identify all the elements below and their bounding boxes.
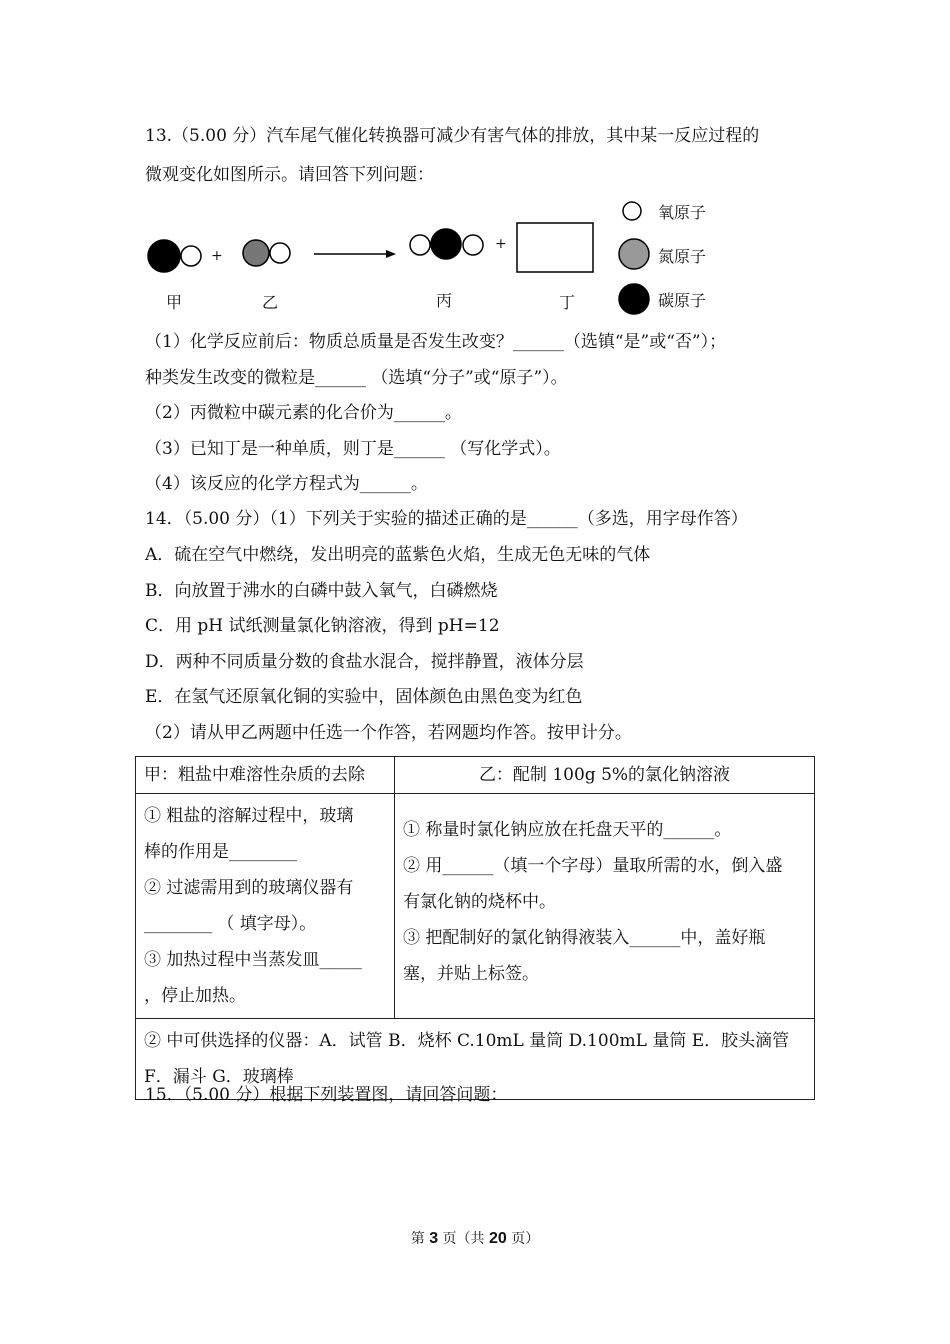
left-line-4: ________ （ 填字母）。 [144,914,317,934]
footer-line-2: F．漏斗 G．玻璃棒 [144,1067,294,1087]
table-body-row [136,794,815,1019]
left-line-6: ，停止加热。 [144,986,246,1006]
footer-page-number: 3 [429,1230,439,1247]
q14-option-d: D．两种不同质量分数的食盐水混合，搅拌静置，液体分层 [145,652,584,672]
right-line-1: ① 称量时氯化钠应放在托盘天平的______。 [403,820,732,840]
table-header-row [136,757,815,794]
jia-oxygen-atom [181,246,201,266]
plus-sign-1: + [211,248,223,264]
q13-sub1a: （1）化学反应前后：物质总质量是否发生改变？______（选镇“是”或“否”）； [145,332,727,352]
left-line-2: 棒的作用是________ [144,842,297,862]
footer-suffix: 页） [511,1231,540,1247]
right-line-2: ② 用______（填一个字母）量取所需的水，倒入盛 [403,856,783,876]
ding-box [517,223,593,272]
q13-sub1b: 种类发生改变的微粒是______ （选填“分子”或“原子”）。 [145,368,568,388]
page-footer [0,1228,950,1248]
label-jia: 甲 [166,293,183,312]
footer-mid: 页（共 [442,1231,485,1247]
q14-option-e: E．在氢气还原氧化铜的实验中，固体颜色由黑色变为红色 [145,687,583,707]
yi-nitrogen-atom [243,240,269,266]
jia-carbon-atom [148,240,180,272]
right-line-5: 塞，并贴上标签。 [403,964,539,984]
q13-line2: 微观变化如图所示。请回答下列问题： [145,165,434,185]
legend-oxygen-icon [623,202,641,220]
footer-total-pages: 20 [489,1230,507,1247]
q14-option-a: A．硫在空气中燃绕，发出明亮的蓝紫色火焰，生成无色无味的气体 [145,545,651,565]
table-head-left: 甲：粗盐中难溶性杂质的去除 [136,757,395,794]
q13-sub3: （3）已知丁是一种单质，则丁是______ （写化学式）。 [145,439,561,459]
q14-option-c: C．用 pH 试纸测量氯化钠溶液，得到 pH=12 [145,616,500,636]
left-line-1: ① 粗盐的溶解过程中，玻璃 [144,806,354,826]
left-line-5: ③ 加热过程中当蒸发皿_____ [144,950,362,970]
legend-carbon-label: 碳原子 [658,291,707,310]
bing-carbon-atom [431,229,461,259]
q13-line1: 13.（5.00 分）汽车尾气催化转换器可减少有害气体的排放，其中某一反应过程的 [145,126,760,146]
label-yi: 乙 [262,293,279,312]
reaction-diagram [140,196,740,318]
table-left-cell [136,794,395,1019]
reaction-arrow-head [386,250,396,258]
q14-line1: 14．（5.00 分）（1）下列关于实验的描述正确的是______（多选，用字母作答） [145,509,748,529]
label-ding: 丁 [559,293,576,312]
footer-line-1: ② 中可供选择的仪器：A．试管 B．烧杯 C.10mL 量筒 D.100mL 量筒 E．胶头滴管 [144,1031,790,1051]
legend-nitrogen-label: 氮原子 [658,247,707,266]
table-head-right: 乙：配制 100g 5%的氯化钠溶液 [395,757,815,794]
label-bing: 丙 [436,291,453,310]
q13-sub2: （2）丙微粒中碳元素的化合价为______。 [145,403,462,423]
legend-oxygen-label: 氧原子 [658,203,707,222]
q14-sub2: （2）请从甲乙两题中任选一个作答，若网题均作答。按甲计分。 [145,723,632,743]
q14-option-b: B．向放置于沸水的白磷中鼓入氧气，白磷燃烧 [145,581,498,601]
yi-oxygen-atom [270,243,290,263]
left-line-3: ② 过滤需用到的玻璃仪器有 [144,878,354,898]
bing-oxygen-atom-left [410,235,430,255]
q13-sub4: （4）该反应的化学方程式为______。 [145,474,428,494]
legend-nitrogen-icon [619,239,649,269]
bing-oxygen-atom-right [463,235,483,255]
right-line-3: 有氯化钠的烧杯中。 [403,892,556,912]
legend-carbon-icon [619,284,649,314]
table-right-cell [395,794,815,1019]
footer-prefix: 第 [410,1231,425,1247]
q14-choice-table [135,756,815,1100]
plus-sign-2: + [495,236,507,252]
q15-line1: 15．（5.00 分）根据下列装置图，请回答问题： [145,1085,508,1105]
right-line-4: ③ 把配制好的氯化钠得液装入______中，盖好瓶 [403,928,766,948]
